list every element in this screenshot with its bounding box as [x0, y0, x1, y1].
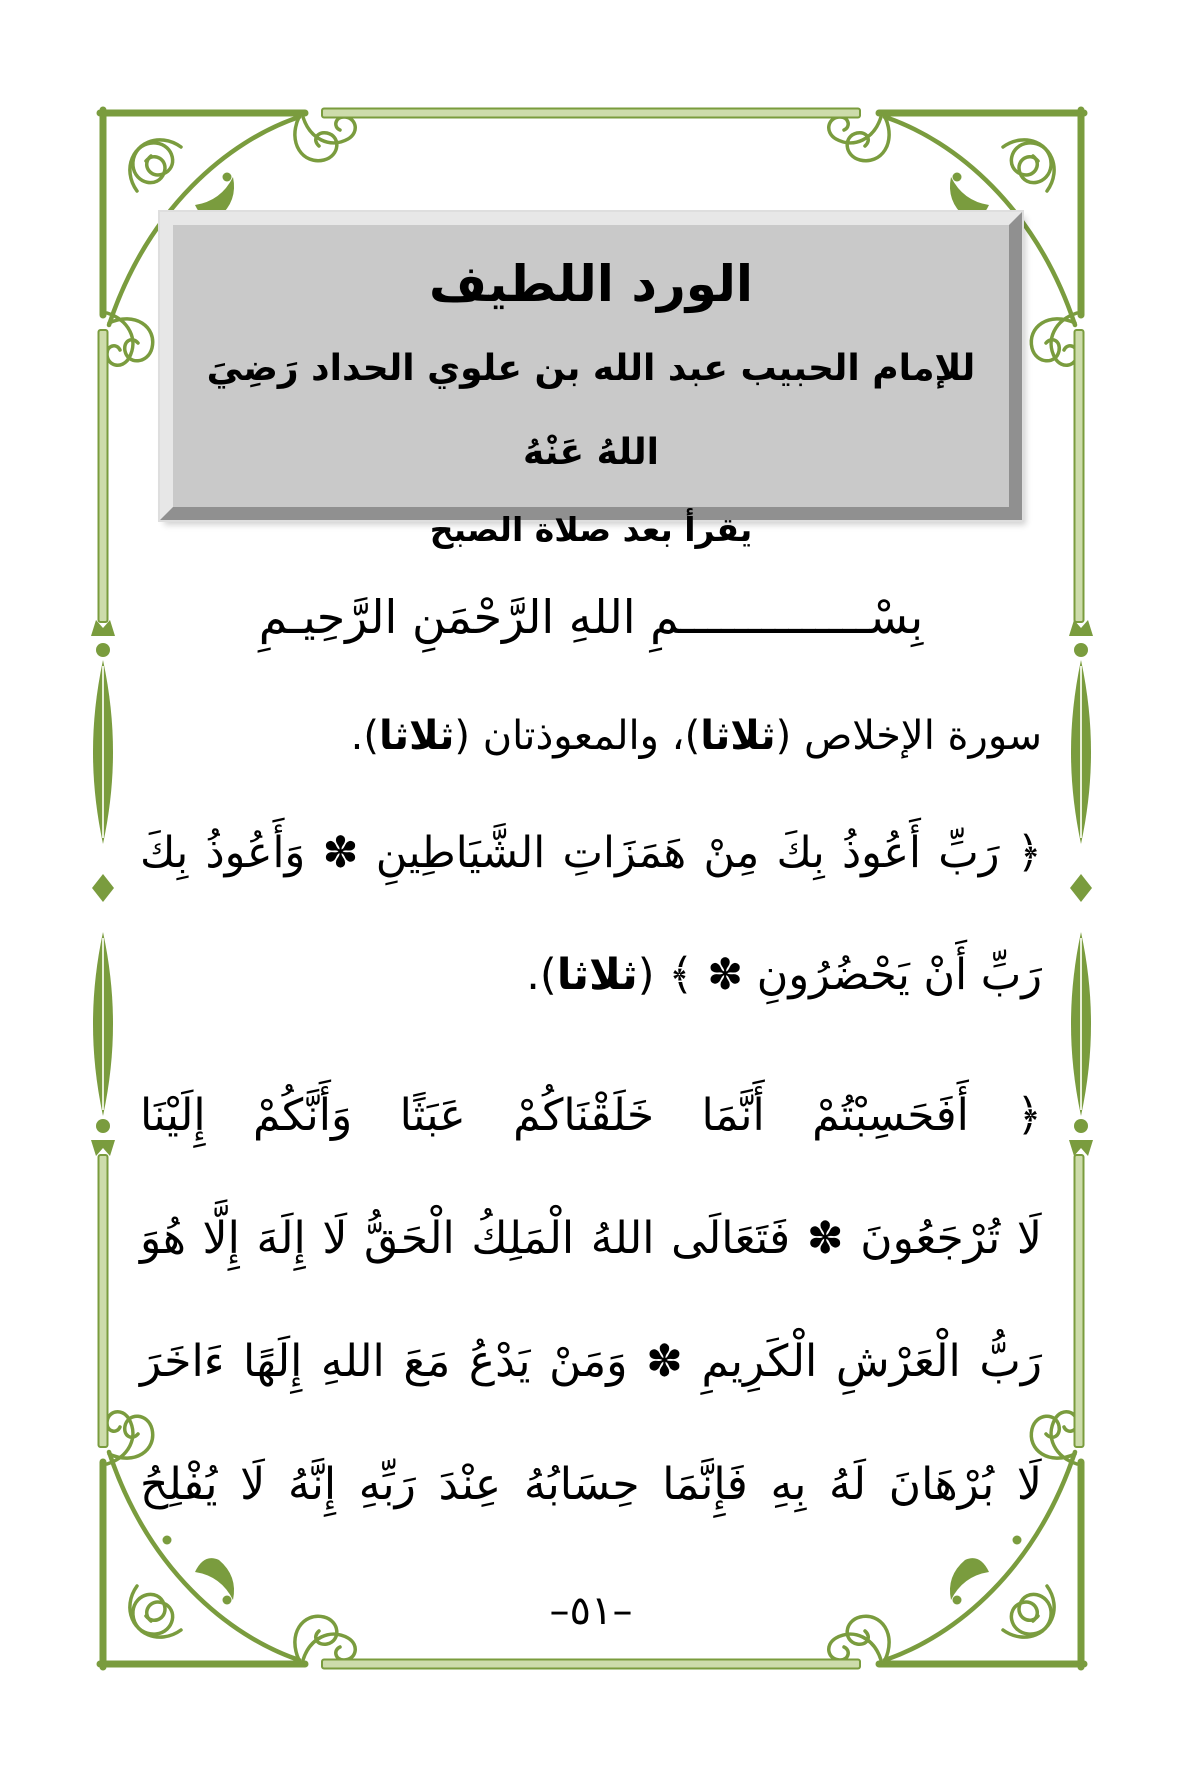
border-rod-left-upper [99, 330, 108, 622]
page-body [140, 555, 1042, 1546]
surah-instruction-line [140, 680, 1042, 792]
intro-repeat-count-2: ثلاثا [378, 713, 455, 759]
border-rod-right-lower [1075, 1155, 1084, 1447]
page-number: –٥١– [549, 1588, 633, 1634]
verse-repeat-count: ثلاثا [556, 950, 638, 1000]
border-rod-left-lower [99, 1155, 108, 1447]
recitation-instruction: يقرأ بعد صلاة الصبح [429, 510, 753, 549]
book-title: الورد اللطيف [428, 255, 754, 313]
side-spindle-ornament-right [1069, 620, 1093, 1156]
border-rod-top [322, 109, 860, 118]
verse-line-muawwidhat-1: ﴿ رَبِّ أَعُوذُ بِكَ مِنْ هَمَزَاتِ الشَّيَاطِينِ ✽ وَأَعُوذُ بِكَ [140, 828, 1042, 878]
intro-text-pre: سورة الإخلاص ( [775, 713, 1042, 759]
border-rod-right-upper [1075, 330, 1084, 622]
intro-text-post: ). [350, 713, 379, 759]
quran-passage-line-4: لَا بُرْهَانَ لَهُ بِهِ فَإِنَّمَا حِسَابُهُ عِنْدَ رَبِّهِ إِنَّهُ لَا يُفْلِحُ [140, 1459, 1042, 1510]
side-spindle-ornament-left [91, 620, 115, 1156]
intro-text-mid: )، والمعوذتان ( [454, 713, 701, 759]
verse-line-muawwidhat-2 [140, 914, 1042, 1036]
author-line: للإمام الحبيب عبد الله بن علوي الحداد رَضِيَ اللهُ عَنْهُ [206, 348, 976, 473]
paragraph-gap [140, 1036, 1042, 1054]
basmala-calligraphy: بِسْــــــــــــــمِ اللهِ الرَّحْمَنِ الرَّحِيـمِ [258, 590, 924, 644]
verse-line-2-text: رَبِّ أَنْ يَحْضُرُونِ ✽ ﴾ ( [637, 950, 1042, 1000]
quran-passage-line-3: رَبُّ الْعَرْشِ الْكَرِيمِ ✽ وَمَنْ يَدْعُ مَعَ اللهِ إِلَهًا ءَاخَرَ [140, 1336, 1042, 1387]
verse-line-2-post: ). [526, 950, 557, 1000]
quran-passage-line-2: لَا تُرْجَعُونَ ✽ فَتَعَالَى اللهُ الْمَلِكُ الْحَقُّ لَا إِلَهَ إِلَّا هُوَ [140, 1213, 1042, 1264]
border-rod-bottom [322, 1660, 860, 1669]
intro-repeat-count-1: ثلاثا [700, 713, 776, 759]
quran-passage-line-1: ﴿ أَفَحَسِبْتُمْ أَنَّمَا خَلَقْنَاكُمْ عَبَثًا وَأَنَّكُمْ إِلَيْنَا [140, 1090, 1042, 1141]
title-panel [160, 212, 1022, 549]
